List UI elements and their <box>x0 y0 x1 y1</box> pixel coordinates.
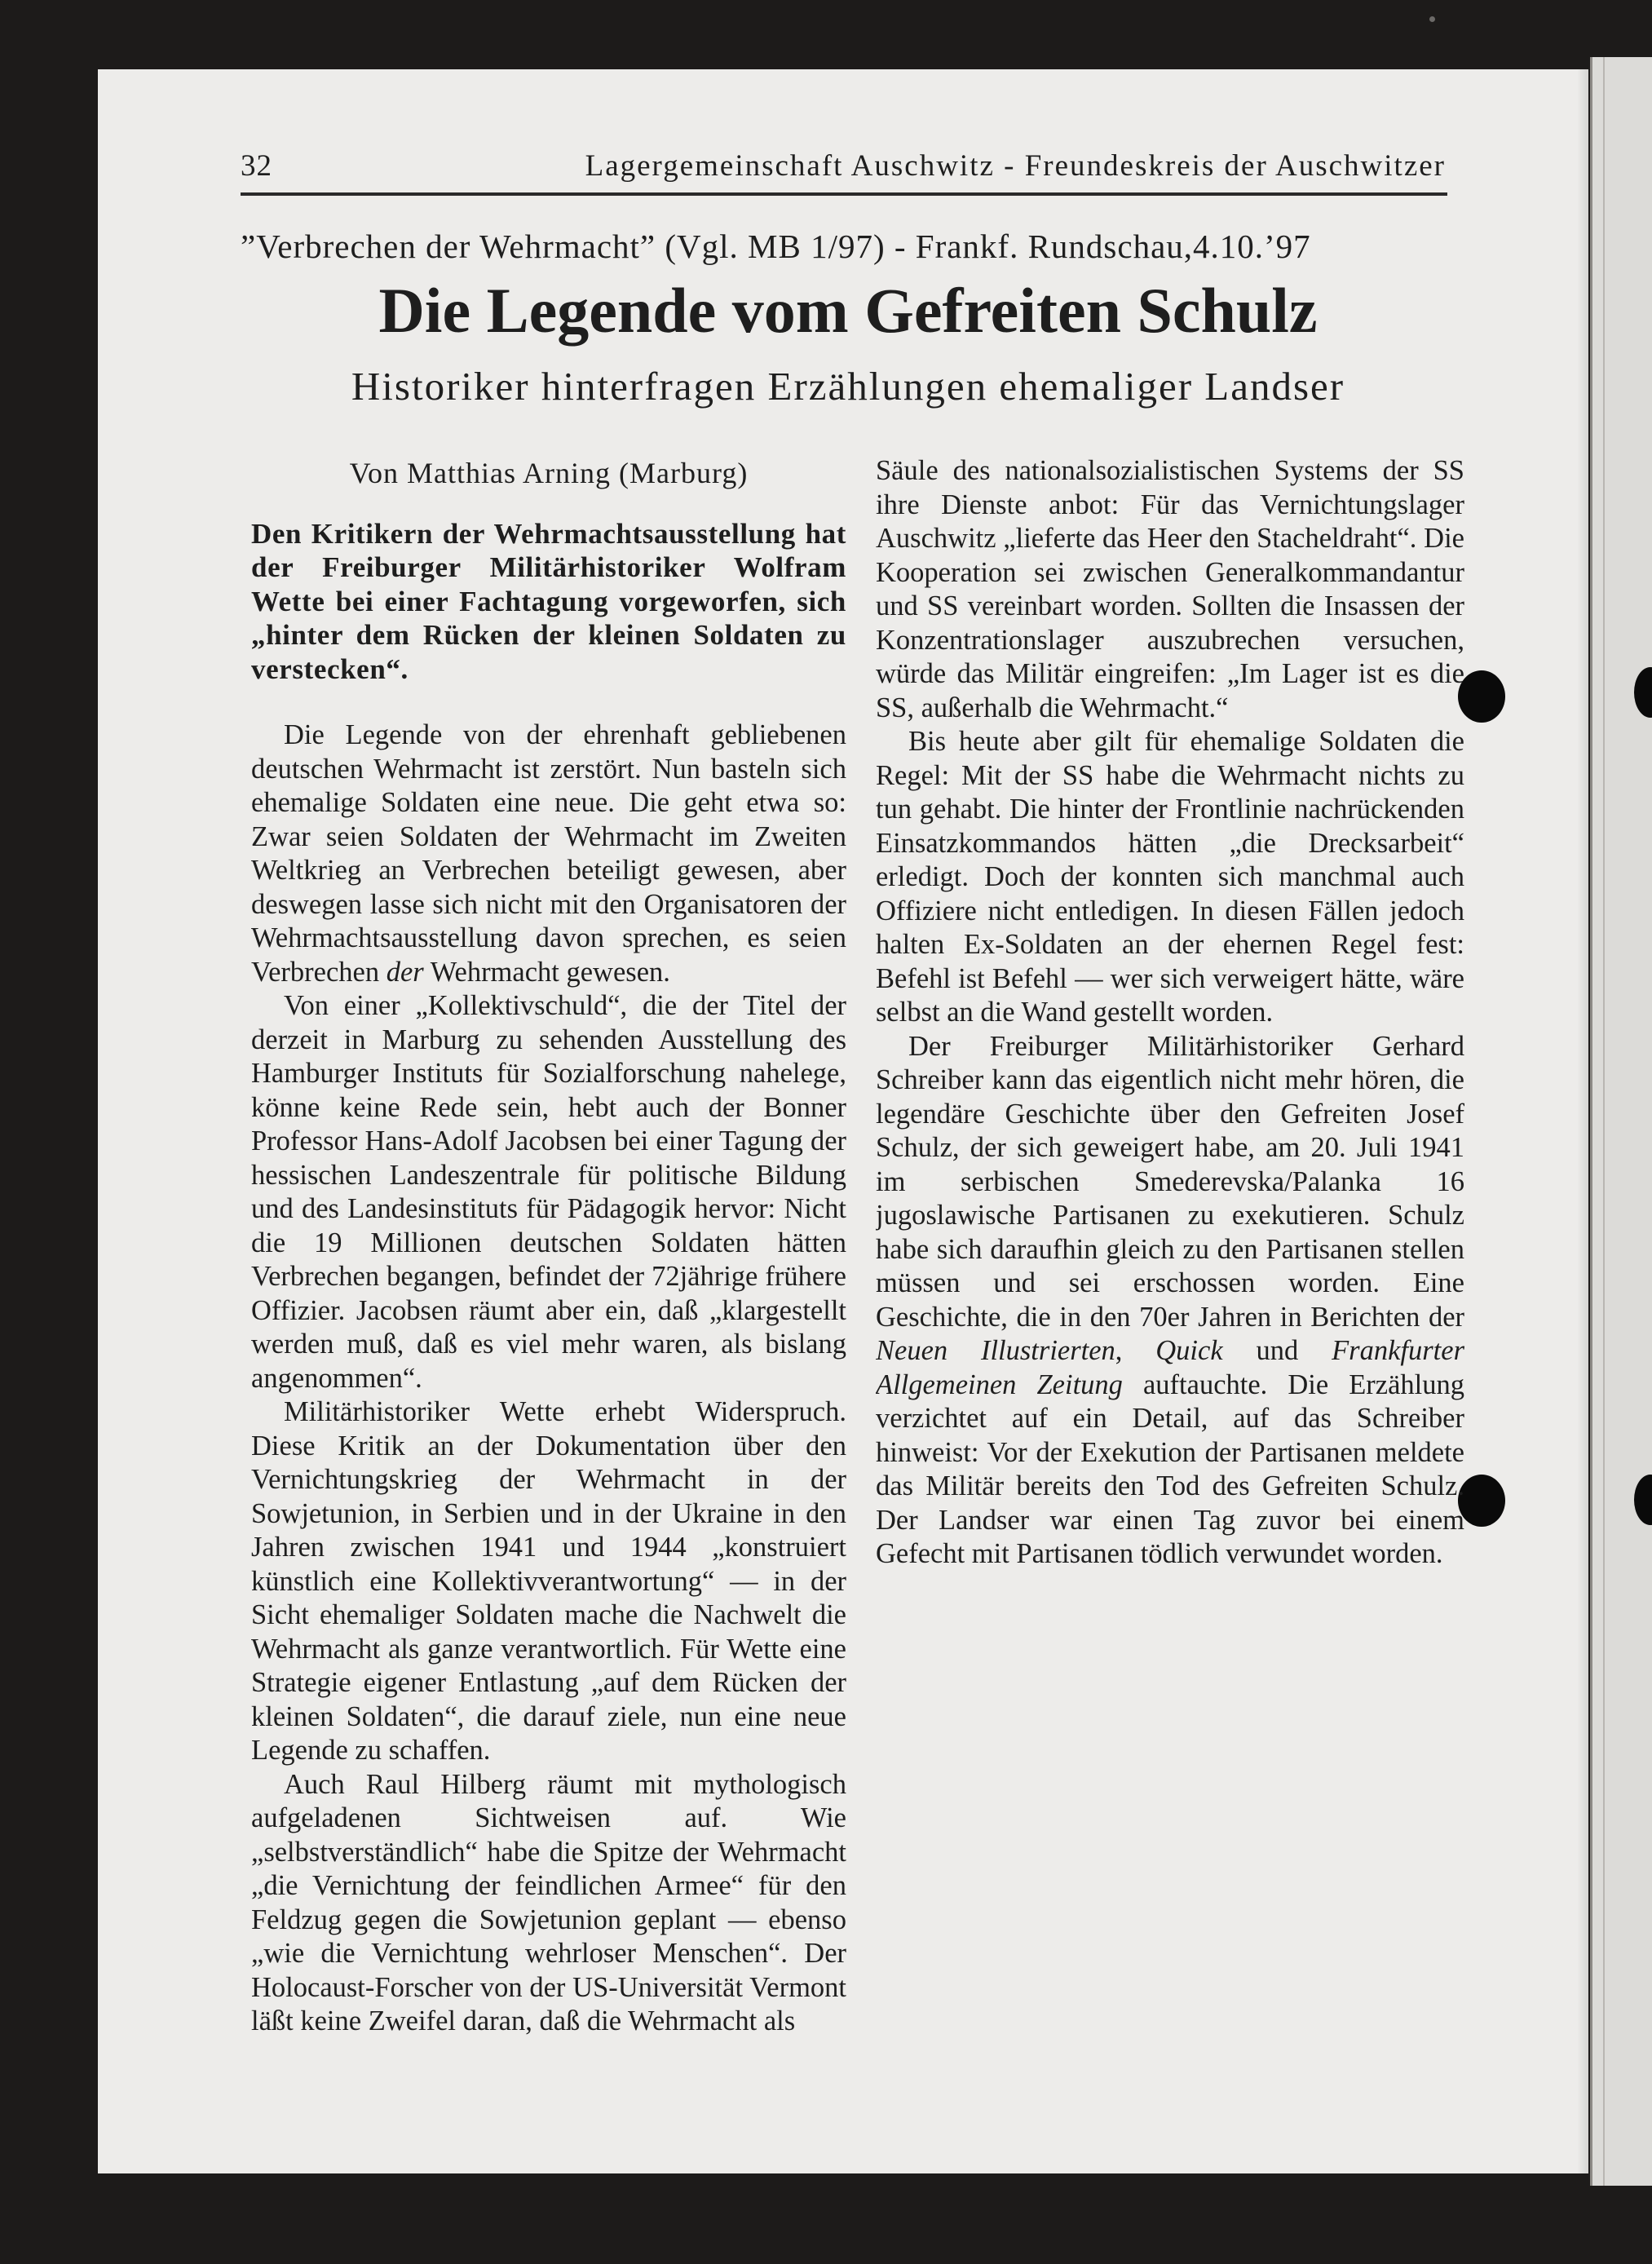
next-page-edge <box>1590 57 1652 2186</box>
dust-speck <box>1429 16 1435 22</box>
binding-hole-top <box>1458 670 1505 723</box>
article-column-left <box>251 457 846 2039</box>
body-paragraph-2: Von einer „Kollektivschuld“, die der Titel der derzeit in Marburg zu sehenden Ausstellung des Hamburger Instituts für Sozialforschung nahelege, könne keine Rede sein, hebt auch der Bonner Professor Hans-Adolf Jacobsen bei einer Tagung der hessischen Landeszentrale für politische Bildung und des Landesinstituts für Pädagogik hervor: Nicht die 19 Millionen deutschen Soldaten hätten Verbrechen begangen, befindet der 72jährige frühere Offizier. Jacobsen räumt aber ein, daß „klargestellt werden muß, daß es viel mehr waren, als bislang angenommen“. <box>251 990 846 1394</box>
binding-spine <box>1603 57 1605 2186</box>
body-paragraph-4: Auch Raul Hilberg räumt mit mythologisch aufgeladenen Sichtweisen auf. Wie „selbstverständlich“ habe die Spitze der Wehrmacht „die Vernichtung der feindlichen Armee“ für den Feldzug gegen die Sowjetunion geplant — ebenso „wie die Vernichtung wehrloser Menschen“. Der Holocaust-Forscher von der US-Universität Vermont läßt keine Zweifel daran, daß die Wehrmacht als <box>251 1768 846 2036</box>
paragraph-text: Die Legende von der ehrenhaft gebliebenen deutschen Wehrmacht ist zerstört. Nun basteln sich ehemalige Soldaten eine neue. Die geht etwa so: Zwar seien Soldaten der Wehrmacht im Zweiten Weltkrieg an Verbrechen beteiligt gewesen, aber deswegen lasse sich nicht mit den Organisatoren der Wehrmachtsausstellung davon sprechen, es seien Verbrechen <box>251 719 846 988</box>
body-paragraph-1 <box>251 719 846 989</box>
body-paragraph-3: Militärhistoriker Wette erhebt Widerspruch. Diese Kritik an der Dokumentation über den Vernichtungskrieg der Wehrmacht in der Sowjetunion, in Serbien und in der Ukraine in den Jahren zwischen 1941 und 1944 „konstruiert künstlich eine Kollektivverantwortung“ — in der Sicht ehemaliger Soldaten mache die Nachwelt die Wehrmacht als ganze verantwortlich. Für Wette eine Strategie eigener Entlastung „auf dem Rücken der kleinen Soldaten“, die darauf ziele, nun eine neue Legende zu schaffen. <box>251 1396 846 1766</box>
header-title: Lagergemeinschaft Auschwitz - Freundeskreis der Auschwitzer <box>585 149 1446 183</box>
paragraph-text: , <box>1115 1335 1156 1366</box>
body-paragraph-6 <box>876 1030 1464 1572</box>
page-edge-shadow <box>1577 69 1588 2173</box>
paragraph-text: auftauchte. Die Erzählung verzichtet auf ein Detail, auf das Schreiber hinweist: Vor der Exekution der Partisanen meldete das Militär bereits den Tod des Gefreiten Schulz. Der Landser war einen Tag zuvor bei einem Gefecht mit Partisanen tödlich verwundet worden. <box>876 1369 1464 1569</box>
article-headline: Die Legende vom Gefreiten Schulz <box>378 275 1318 346</box>
magazine-name: Quick <box>1155 1335 1223 1366</box>
emphasis-text: der <box>386 956 424 988</box>
newspaper-name: Neuen Illustrierten <box>876 1335 1115 1366</box>
article-subheadline: Historiker hinterfragen Erzählungen ehemaliger Landser <box>351 364 1345 409</box>
article-column-right <box>876 454 1464 2069</box>
page-number: 32 <box>241 149 272 183</box>
byline: Von Matthias Arning (Marburg) <box>349 457 749 489</box>
binding-hole-bottom <box>1458 1475 1505 1527</box>
source-citation: ”Verbrechen der Wehrmacht” (Vgl. MB 1/97) - Frankf. Rundschau,4.10.’97 <box>241 228 1311 265</box>
lead-paragraph: Den Kritikern der Wehrmachtsausstellung hat der Freiburger Militärhistoriker Wolfram Wette bei einer Fachtagung vorgeworfen, sich „hinter dem Rücken der kleinen Soldaten zu verstecken“. <box>251 517 846 685</box>
paragraph-text: Wehrmacht gewesen. <box>423 956 670 988</box>
paragraph-text: und <box>1222 1335 1332 1366</box>
newspaper-name: Frankfurter Allgemeinen Zeitung <box>876 1335 1464 1400</box>
running-header <box>241 147 1447 196</box>
body-paragraph-5: Bis heute aber gilt für ehemalige Soldaten die Regel: Mit der SS habe die Wehrmacht nichts zu tun gehabt. Die hinter der Frontlinie nachrückenden Einsatzkommandos hätten „die Drecksarbeit“ erledigt. Doch der konnten sich manchmal auch Offiziere nicht entledigen. In diesen Fällen jedoch halten Ex-Soldaten an der ehernen Regel fest: Befehl ist Befehl — wer sich verweigert hätte, wäre selbst an die Wand gestellt worden. <box>876 726 1464 1028</box>
paragraph-text: Der Freiburger Militärhistoriker Gerhard Schreiber kann das eigentlich nicht mehr hören, die legendäre Geschichte über den Gefreiten Josef Schulz, der sich geweigert habe, am 20. Juli 1941 im serbischen Smederevska/Palanka 16 jugoslawische Partisanen zu exekutieren. Schulz habe sich daraufhin gleich zu den Partisanen stellen müssen und sei erschossen worden. Eine Geschichte, die in den 70er Jahren in Berichten der <box>876 1030 1464 1333</box>
body-paragraph-4-continued: Säule des nationalsozialistischen Systems der SS ihre Dienste anbot: Für das Vernichtungslager Auschwitz „lieferte das Heer den Stacheldraht“. Die Kooperation sei zwischen Generalkommandantur und SS vereinbart worden. Sollten die Insassen der Konzentrationslager auszubrechen versuchen, würde das Militär eingreifen: „Im Lager ist es die SS, außerhalb die Wehrmacht.“ <box>876 455 1464 723</box>
